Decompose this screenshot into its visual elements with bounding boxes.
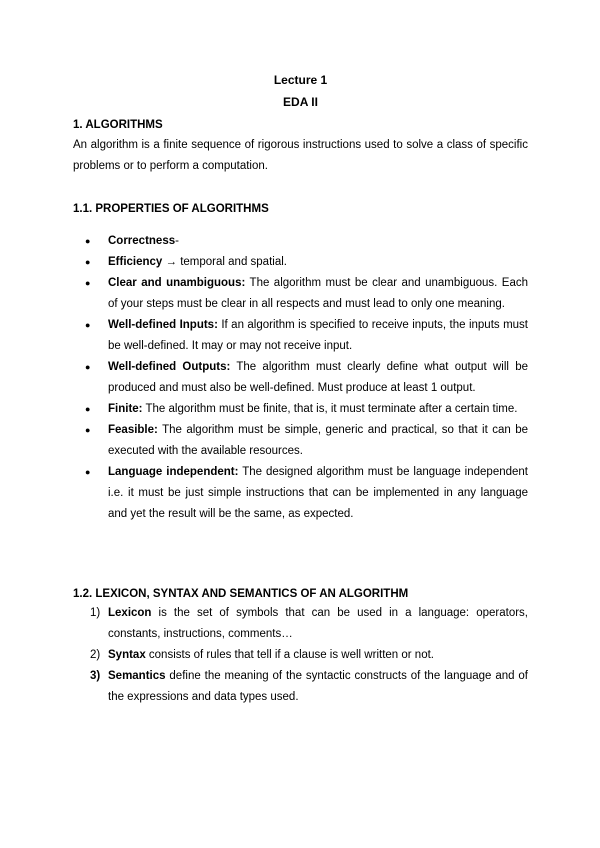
bullet-icon: ● <box>85 257 91 267</box>
property-text: The algorithm must clearly define what output will be produced and must also be well-defined. Must produce at least 1 output. <box>108 361 528 394</box>
lexicon-syntax-semantics-list <box>73 603 528 708</box>
property-term: Well-defined Inputs: <box>108 319 218 331</box>
concept-term: Semantics <box>108 670 166 682</box>
item-number: 1) <box>90 607 101 619</box>
item-number: 3) <box>90 670 101 682</box>
document-subtitle: EDA II <box>283 95 318 109</box>
list-item <box>73 315 528 357</box>
bullet-icon: ● <box>85 362 91 372</box>
property-text: If an algorithm is specified to receive inputs, the inputs must be well-defined. It may or may not receive input. <box>108 319 528 352</box>
property-term: Correctness <box>108 235 176 247</box>
section-1-heading: 1. ALGORITHMS <box>73 119 163 131</box>
property-text: The designed algorithm must be language independent i.e. it must be just simple instructions that can be implemented in any language and yet the result will be the same, as expected. <box>108 466 528 520</box>
property-term: Efficiency <box>108 256 163 268</box>
concept-term: Lexicon <box>108 607 152 619</box>
property-term: Feasible: <box>108 424 158 436</box>
property-term: Finite: <box>108 403 143 415</box>
bullet-icon: ● <box>85 467 91 477</box>
property-text: The algorithm must be simple, generic and practical, so that it can be executed with the available resources. <box>108 424 528 457</box>
bullet-icon: ● <box>85 236 91 246</box>
bullet-icon: ● <box>85 278 91 288</box>
property-term: Language independent: <box>108 466 239 478</box>
concept-text: is the set of symbols that can be used in a language: operators, constants, instructions, comments… <box>108 607 528 640</box>
list-item <box>73 420 528 462</box>
section-1-1-heading: 1.1. PROPERTIES OF ALGORITHMS <box>73 203 269 215</box>
list-item <box>73 252 528 273</box>
property-text: The algorithm must be finite, that is, it must terminate after a certain time. <box>142 403 518 415</box>
property-text: - <box>175 235 179 247</box>
bullet-icon: ● <box>85 425 91 435</box>
list-item <box>73 462 528 525</box>
document-title: Lecture 1 <box>273 73 328 87</box>
list-item <box>73 357 528 399</box>
list-item <box>73 399 528 420</box>
item-number: 2) <box>90 649 101 661</box>
bullet-icon: ● <box>85 404 91 414</box>
list-item <box>73 645 528 666</box>
list-item <box>73 273 528 315</box>
list-item <box>73 231 528 252</box>
property-term: Well-defined Outputs: <box>108 361 231 373</box>
list-item <box>73 666 528 708</box>
property-text: → temporal and spatial. <box>162 256 287 268</box>
concept-text: consists of rules that tell if a clause is well written or not. <box>145 649 434 661</box>
concept-term: Syntax <box>108 649 146 661</box>
bullet-icon: ● <box>85 320 91 330</box>
list-item <box>73 603 528 645</box>
property-term: Clear and unambiguous: <box>108 277 246 289</box>
section-1-2-heading: 1.2. LEXICON, SYNTAX AND SEMANTICS OF AN ALGORITHM <box>73 588 409 600</box>
section-1-paragraph: An algorithm is a finite sequence of rigorous instructions used to solve a class of specific problems or to perform a computation. <box>73 139 528 172</box>
concept-text: define the meaning of the syntactic constructs of the language and of the expressions and data types used. <box>108 670 528 703</box>
property-text: The algorithm must be clear and unambiguous. Each of your steps must be clear in all respects and must lead to only one meaning. <box>108 277 528 310</box>
properties-list <box>73 231 528 525</box>
